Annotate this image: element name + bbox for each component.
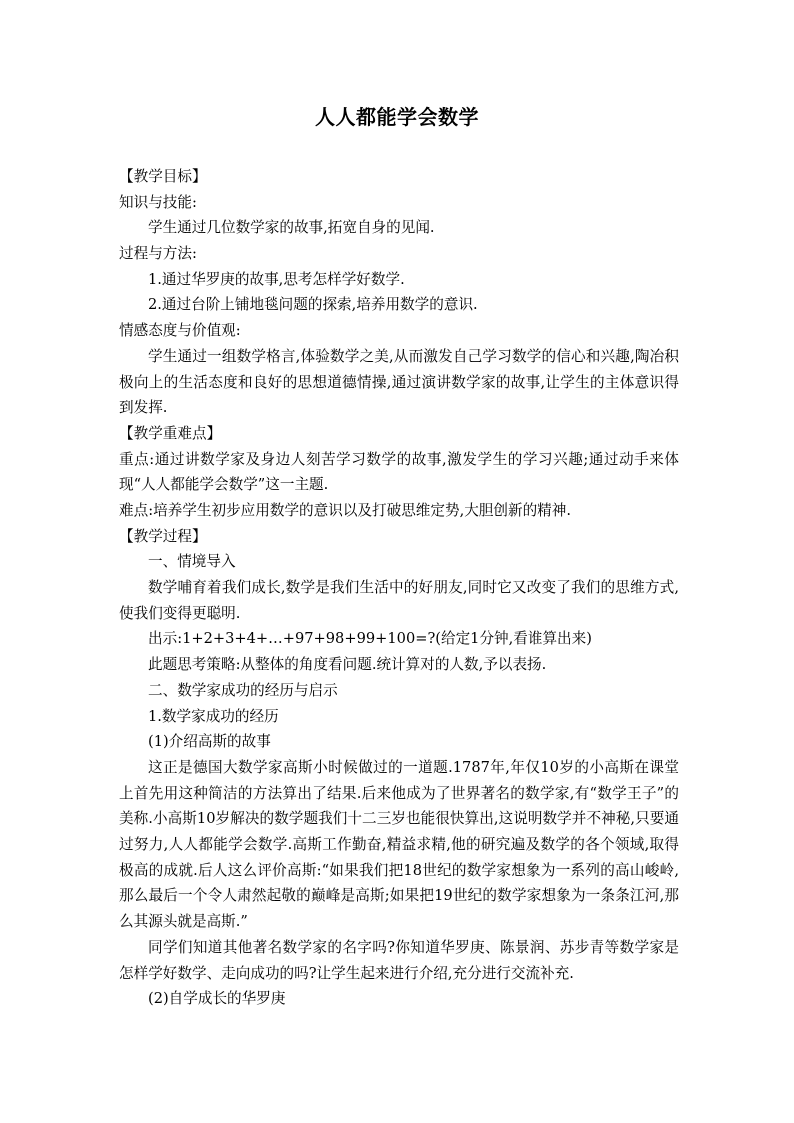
section-heading-key-points: 【教学重难点】 (119, 424, 222, 442)
section-heading-process: 【教学过程】 (119, 527, 207, 545)
subsection-mathematicians: 二、数学家成功的经历与启示 (148, 681, 338, 699)
document-body (119, 164, 679, 1012)
subsection-hua-luogeng: (2)自学成长的华罗庚 (148, 990, 286, 1008)
paragraph-problem: 出示:1+2+3+4+…+97+98+99+100=?(给定1分钟,看谁算出来) (148, 630, 592, 648)
list-item-process-2: 2.通过台阶上铺地毯问题的探索,培养用数学的意识. (148, 296, 478, 314)
subsection-experience: 1.数学家成功的经历 (148, 707, 279, 725)
subsection-situation-intro: 一、情境导入 (148, 553, 236, 571)
list-item-process-1: 1.通过华罗庚的故事,思考怎样学好数学. (148, 270, 405, 288)
subheading-process-method: 过程与方法: (119, 245, 197, 263)
subheading-attitude-values: 情感态度与价值观: (119, 322, 241, 340)
paragraph-attitude: 学生通过一组数学格言,体验数学之美,从而激发自己学习数学的信心和兴趣,陶冶积极向上的生活态度和良好的思想道德情操,通过演讲数学家的故事,让学生的主体意识得到发挥. (119, 347, 679, 417)
paragraph-key-point: 重点:通过讲数学家及身边人刻苦学习数学的故事,激发学生的学习兴趣;通过动手来体现“人人都能学会数学”这一主题. (119, 450, 679, 494)
subsection-gauss: (1)介绍高斯的故事 (148, 733, 271, 751)
subheading-knowledge-skills: 知识与技能: (119, 193, 197, 211)
paragraph-difficult-point: 难点:培养学生初步应用数学的意识以及打破思维定势,大胆创新的精神. (119, 502, 572, 520)
paragraph-gauss-story: 这正是德国大数学家高斯小时候做过的一道题.1787年,年仅10岁的小高斯在课堂上首先用这种简洁的方法算出了结果.后来他成为了世界著名的数学家,有“数学王子”的美称.小高斯10岁解决的数学题我们十二三岁也能很快算出,这说明数学并不神秘,只要通过努力,人人都能学会数学.高斯工作勤奋,精益求精,他的研究遍及数学的各个领域,取得极高的成就.后人这么评价高斯:“如果我们把18世纪的数学家想象为一系列的高山峻岭,那么最后一个令人肃然起敬的巅峰是高斯;如果把19世纪的数学家想象为一条条江河,那么其源头就是高斯.” (119, 758, 679, 931)
paragraph-other-mathematicians: 同学们知道其他著名数学家的名字吗?你知道华罗庚、陈景润、苏步青等数学家是怎样学好数学、走向成功的吗?让学生起来进行介绍,充分进行交流补充. (119, 938, 679, 982)
page-title: 人人都能学会数学 (315, 105, 479, 129)
section-heading-objectives: 【教学目标】 (119, 168, 207, 185)
paragraph-intro: 数学哺育着我们成长,数学是我们生活中的好朋友,同时它又改变了我们的思维方式,使我们变得更聪明. (119, 579, 679, 622)
paragraph-knowledge: 学生通过几位数学家的故事,拓宽自身的见闻. (148, 219, 435, 237)
paragraph-strategy: 此题思考策略:从整体的角度看问题.统计算对的人数,予以表扬. (148, 656, 547, 674)
